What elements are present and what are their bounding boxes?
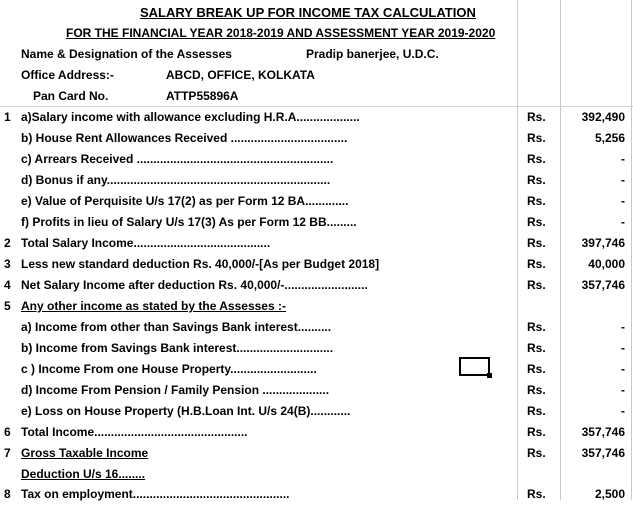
row-amount: - (621, 404, 625, 418)
table-row (0, 422, 633, 443)
row-currency: Rs. (527, 110, 546, 124)
table-row (0, 254, 633, 275)
row-number: 7 (4, 446, 11, 460)
row-label: d) Bonus if any................................................................... (21, 173, 331, 187)
row-amount: 357,746 (581, 425, 625, 439)
table-row (0, 317, 633, 338)
row-currency: Rs. (527, 425, 546, 439)
row-amount: - (621, 362, 625, 376)
name-value: Pradip banerjee, U.D.C. (306, 47, 439, 61)
row-amount: 2,500 (594, 487, 625, 501)
row-currency: Rs. (527, 173, 546, 187)
row-label: d) Income From Pension / Family Pension .................... (21, 383, 330, 397)
row-label: b) Income from Savings Bank interest............................. (21, 341, 334, 355)
row-currency: Rs. (527, 487, 546, 501)
table-row (0, 359, 633, 380)
name-row (0, 44, 633, 65)
row-number: 3 (4, 257, 11, 271)
table-row (0, 380, 633, 401)
table-row (0, 443, 633, 464)
row-currency: Rs. (527, 215, 546, 229)
row-number: 1 (4, 110, 11, 124)
selected-cell[interactable] (459, 357, 490, 376)
row-label: a) Income from other than Savings Bank interest.......... (21, 320, 332, 334)
row-label: f) Profits in lieu of Salary U/s 17(3) As per Form 12 BB......... (21, 215, 357, 229)
row-label: e) Loss on House Property (H.B.Loan Int. U/s 24(B)............ (21, 404, 351, 418)
row-amount: - (621, 215, 625, 229)
table-row (0, 212, 633, 233)
row-currency: Rs. (527, 446, 546, 460)
row-amount: 397,746 (581, 236, 625, 250)
row-label: a)Salary income with allowance excluding H.R.A................... (21, 110, 360, 124)
row-number: 4 (4, 278, 11, 292)
table-row (0, 464, 633, 485)
row-amount: - (621, 320, 625, 334)
row-amount: 40,000 (588, 257, 625, 271)
row-label: e) Value of Perquisite U/s 17(2) as per Form 12 BA............. (21, 194, 349, 208)
table-row (0, 338, 633, 359)
row-label: Tax on employment............................................... (21, 487, 290, 501)
row-number: 8 (4, 487, 11, 501)
pan-value: ATTP55896A (166, 89, 239, 103)
subtitle-row (0, 23, 633, 44)
row-amount: 357,746 (581, 446, 625, 460)
row-currency: Rs. (527, 236, 546, 250)
row-label: Any other income as stated by the Assesses :- (21, 299, 286, 313)
row-label: Gross Taxable Income (21, 446, 149, 460)
name-label: Name & Designation of the Assesses (21, 47, 232, 61)
row-amount: 392,490 (581, 110, 625, 124)
row-amount: 5,256 (594, 131, 625, 145)
page-subtitle: FOR THE FINANCIAL YEAR 2018-2019 AND ASSESSMENT YEAR 2019-2020 (66, 26, 496, 40)
row-currency: Rs. (527, 152, 546, 166)
page-title: SALARY BREAK UP FOR INCOME TAX CALCULATION (140, 5, 476, 20)
office-value: ABCD, OFFICE, KOLKATA (166, 68, 315, 82)
row-number: 2 (4, 236, 11, 250)
row-amount: - (621, 341, 625, 355)
row-currency: Rs. (527, 404, 546, 418)
row-amount: - (621, 173, 625, 187)
office-label: Office Address:- (21, 68, 114, 82)
row-number: 5 (4, 299, 11, 313)
row-amount: - (621, 194, 625, 208)
row-currency: Rs. (527, 194, 546, 208)
pan-label: Pan Card No. (33, 89, 109, 103)
row-amount: 357,746 (581, 278, 625, 292)
table-row (0, 233, 633, 254)
row-currency: Rs. (527, 341, 546, 355)
row-number: 6 (4, 425, 11, 439)
row-currency: Rs. (527, 131, 546, 145)
table-row (0, 191, 633, 212)
row-label: b) House Rent Allowances Received ................................... (21, 131, 348, 145)
row-currency: Rs. (527, 320, 546, 334)
table-row (0, 170, 633, 191)
row-label: Net Salary Income after deduction Rs. 40,000/-......................... (21, 278, 368, 292)
table-row (0, 484, 633, 505)
row-label: Less new standard deduction Rs. 40,000/-[As per Budget 2018] (21, 257, 380, 271)
table-row (0, 275, 633, 296)
row-currency: Rs. (527, 383, 546, 397)
row-currency: Rs. (527, 278, 546, 292)
row-currency: Rs. (527, 362, 546, 376)
row-label: Total Income.............................................. (21, 425, 248, 439)
row-amount: - (621, 152, 625, 166)
table-row (0, 296, 633, 317)
table-row (0, 107, 633, 128)
office-row (0, 65, 633, 86)
table-row (0, 128, 633, 149)
row-amount: - (621, 383, 625, 397)
table-row (0, 401, 633, 422)
row-label: Deduction U/s 16........ (21, 467, 146, 481)
table-row (0, 149, 633, 170)
title-row (0, 2, 633, 23)
row-label: c) Arrears Received ........................................................... (21, 152, 334, 166)
row-currency: Rs. (527, 257, 546, 271)
row-label: Total Salary Income......................................... (21, 236, 271, 250)
row-label: c ) Income From one House Property.......................... (21, 362, 317, 376)
pan-row (0, 86, 633, 107)
